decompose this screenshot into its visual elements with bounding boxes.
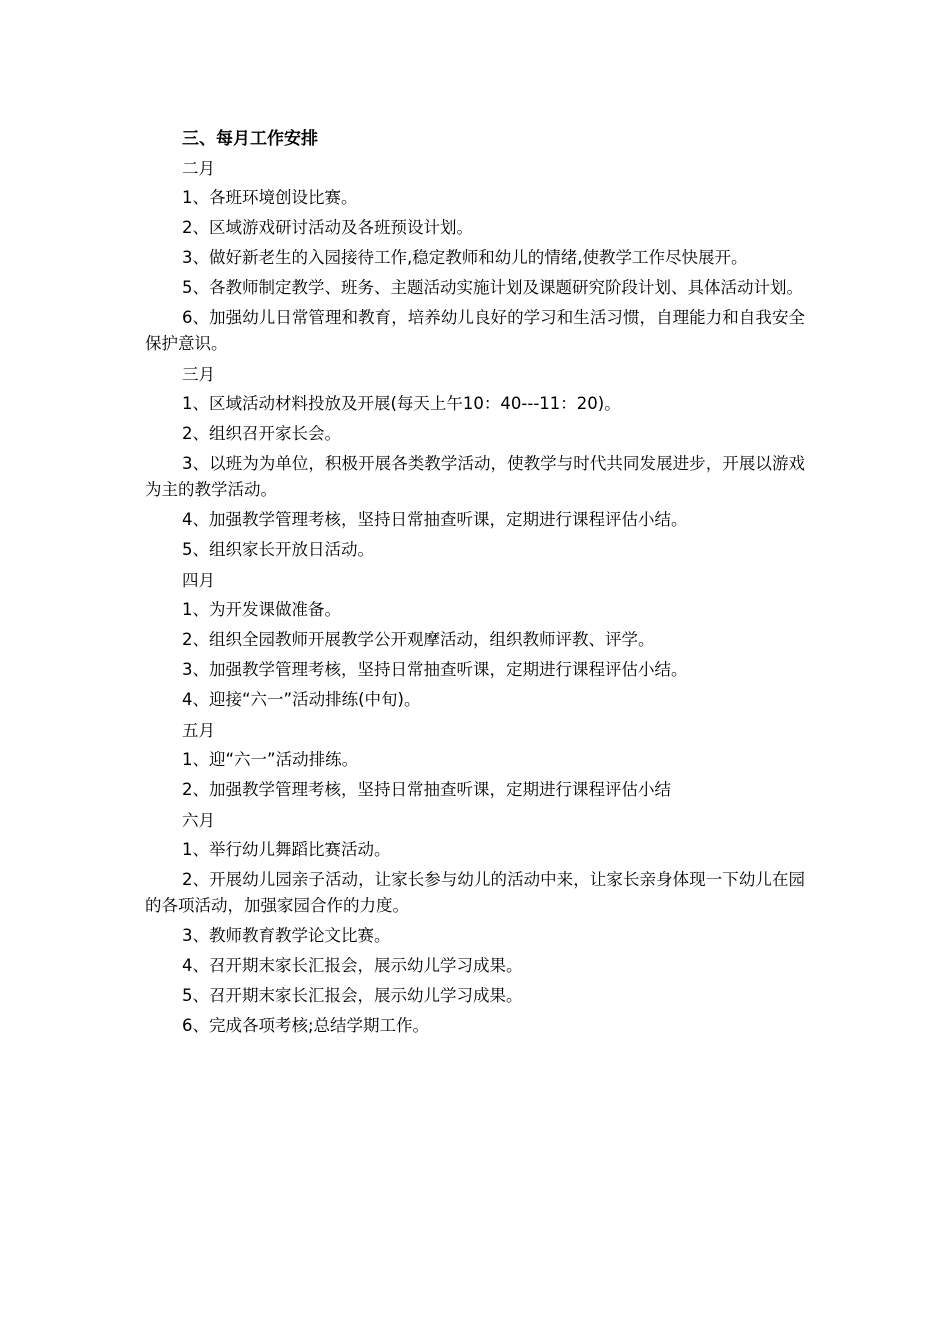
list-item: 2、加强教学管理考核，坚持日常抽查听课，定期进行课程评估小结 (182, 780, 671, 799)
month-label-may: 五月 (182, 721, 215, 740)
list-item: 6、加强幼儿日常管理和教育，培养幼儿良好的学习和生活习惯，自理能力和自我安全保护意识。 (145, 308, 805, 353)
list-item: 1、为开发课做准备。 (182, 600, 341, 619)
list-item: 3、以班为为单位，积极开展各类教学活动，使教学与时代共同发展进步，开展以游戏为主的教学活动。 (145, 454, 805, 499)
list-item: 1、迎“六一”活动排练。 (182, 750, 359, 769)
month-label-feb: 二月 (182, 159, 215, 178)
list-item: 1、区域活动材料投放及开展(每天上午10：40---11：20)。 (182, 394, 621, 413)
list-item: 5、各教师制定教学、班务、主题活动实施计划及课题研究阶段计划、具体活动计划。 (182, 278, 803, 297)
document-page (145, 125, 805, 1043)
list-item: 5、召开期末家长汇报会，展示幼儿学习成果。 (182, 986, 523, 1005)
month-label-jun: 六月 (182, 811, 215, 830)
list-item: 2、组织全园教师开展教学公开观摩活动，组织教师评教、评学。 (182, 630, 655, 649)
list-item: 3、加强教学管理考核，坚持日常抽查听课，定期进行课程评估小结。 (182, 660, 688, 679)
list-item: 2、区域游戏研讨活动及各班预设计划。 (182, 218, 473, 237)
list-item: 4、加强教学管理考核，坚持日常抽查听课，定期进行课程评估小结。 (182, 510, 688, 529)
list-item: 1、各班环境创设比赛。 (182, 188, 358, 207)
month-label-mar: 三月 (182, 365, 215, 384)
list-item: 5、组织家长开放日活动。 (182, 540, 374, 559)
section-heading: 三、每月工作安排 (182, 129, 318, 149)
list-item: 6、完成各项考核;总结学期工作。 (182, 1016, 430, 1035)
list-item: 1、举行幼儿舞蹈比赛活动。 (182, 840, 391, 859)
list-item: 3、教师教育教学论文比赛。 (182, 926, 391, 945)
month-label-apr: 四月 (182, 571, 215, 590)
list-item: 2、开展幼儿园亲子活动，让家长参与幼儿的活动中来，让家长亲身体现一下幼儿在园的各项活动，加强家园合作的力度。 (145, 870, 805, 915)
list-item: 2、组织召开家长会。 (182, 424, 341, 443)
list-item: 3、做好新老生的入园接待工作,稳定教师和幼儿的情绪,使教学工作尽快展开。 (182, 248, 748, 267)
list-item: 4、召开期末家长汇报会，展示幼儿学习成果。 (182, 956, 523, 975)
list-item: 4、迎接“六一”活动排练(中旬)。 (182, 690, 421, 709)
